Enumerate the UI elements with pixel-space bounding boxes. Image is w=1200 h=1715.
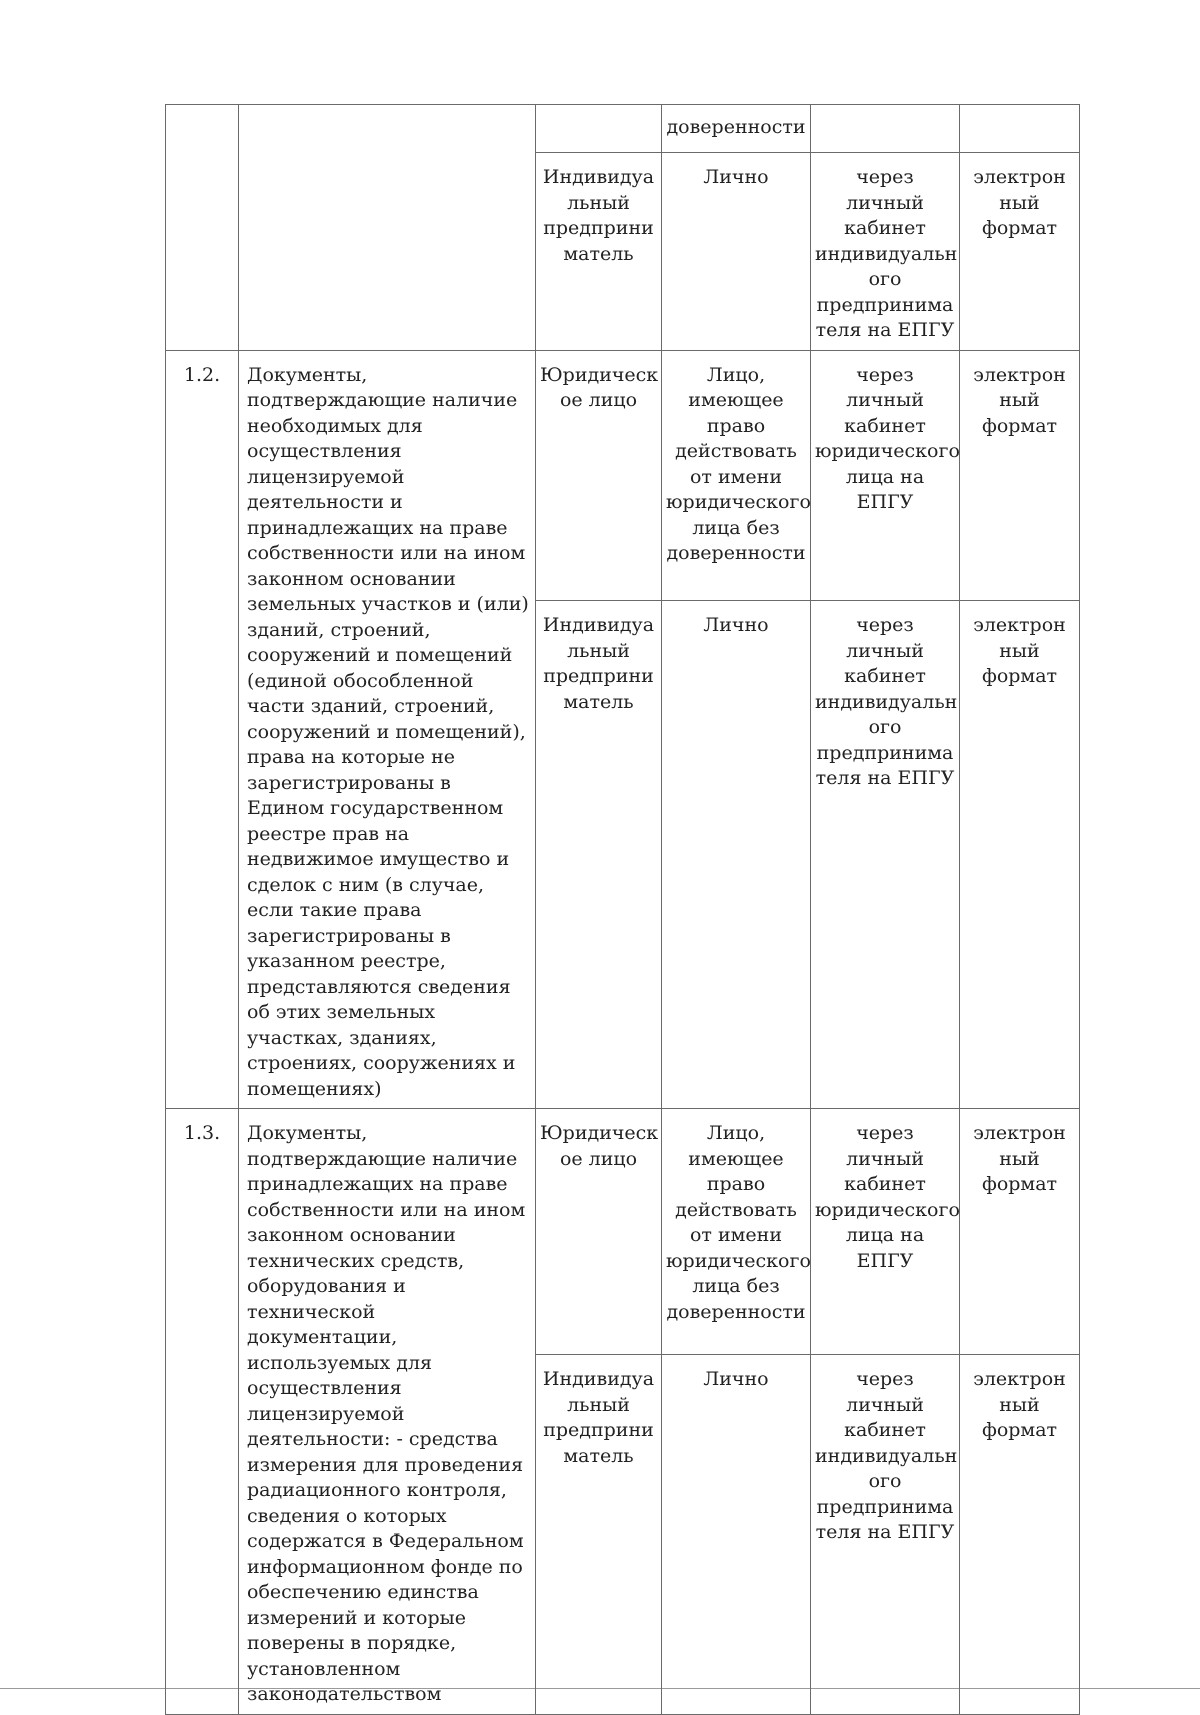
method-cell [662,601,811,1109]
channel-text: через личный кабинет юридического лица на ЕПГУ [815,1122,960,1272]
method-cell [662,105,811,153]
applicant-cell [536,601,662,1109]
item-number: 1.3. [183,1122,221,1144]
method-text: Лично [703,1368,769,1391]
item-number: 1.2. [183,363,221,386]
channel-text: через личный кабинет индивидуальн ого предпринима теля на ЕПГУ [815,1368,958,1544]
method-text: Лицо, имеющее право действовать от имени юридического лица без доверенности [666,363,811,564]
format-text: электрон ный формат [973,614,1066,688]
number-cell [166,1109,239,1715]
applicant-text: Юридическ ое лицо [540,1122,659,1170]
document-text: Документы, подтверждающие наличие принадлежащих на праве собственности или на ином законном основании технических средств, оборудования и технической документации, используемых для осуществления лицензируемой деятельности: - средства измерения для проведения радиационного контроля, сведения о которых содержатся в Федеральном информационном фонде по обеспечению единства измерений и которые поверены в порядке, установленном законодательством [247,1122,526,1705]
table-row [166,1109,1080,1355]
applicant-cell [536,1109,662,1355]
method-text: Лицо, имеющее право действовать от имени юридического лица без доверенности [666,1122,811,1323]
channel-cell [811,601,960,1109]
number-cell [166,105,239,351]
channel-cell [811,1355,960,1714]
format-cell [960,1355,1080,1714]
method-cell [662,1355,811,1714]
applicant-cell [536,153,662,351]
document-cell [239,350,536,1109]
document-text: Документы, подтверждающие наличие необходимых для осуществления лицензируемой деятельности и принадлежащих на праве собственности или на ином законном основании земельных участков и (или) зданий, строений, сооружений и помещений (единой обособленной части зданий, строений, сооружений и помещений), права на которые не зарегистрированы в Едином государственном реестре прав на недвижимое имущество и сделок с ним (в случае, если такие права зарегистрированы в указанном реестре, представляются сведения об этих земельных участках, зданиях, строениях, сооружениях и помещениях) [247,363,529,1100]
method-text: Лично [703,166,769,188]
document-cell [239,1109,536,1715]
applicant-cell [536,1355,662,1714]
channel-cell [811,153,960,351]
applicant-cell [536,105,662,153]
table-row [166,350,1080,601]
channel-cell [811,1109,960,1355]
method-cell [662,1109,811,1355]
channel-cell [811,350,960,601]
method-text: Лично [703,614,769,637]
channel-text: через личный кабинет юридического лица на ЕПГУ [815,363,960,513]
method-cell [662,153,811,351]
channel-text: через личный кабинет индивидуальн ого предпринима теля на ЕПГУ [815,614,958,790]
format-text: электрон ный формат [973,1368,1066,1442]
document-cell [239,105,536,351]
applicant-text: Индивидуа льный предприни матель [542,1368,655,1467]
channel-text: через личный кабинет индивидуальн ого предпринима теля на ЕПГУ [815,166,958,341]
number-cell [166,350,239,1109]
format-text: электрон ный формат [973,363,1066,437]
applicant-cell [536,350,662,601]
format-cell [960,105,1080,153]
channel-cell [811,105,960,153]
format-text: электрон ный формат [973,166,1066,239]
applicant-text: Индивидуа льный предприни матель [542,614,655,713]
format-cell [960,601,1080,1109]
document-table [165,104,1080,1715]
format-cell [960,1109,1080,1355]
format-cell [960,350,1080,601]
format-text: электрон ный формат [973,1122,1066,1195]
method-cell [662,350,811,601]
applicant-text: Индивидуа льный предприни матель [542,166,655,265]
format-cell [960,153,1080,351]
applicant-text: Юридическ ое лицо [540,363,659,411]
method-text: доверенности [666,116,806,138]
table-row [166,105,1080,153]
